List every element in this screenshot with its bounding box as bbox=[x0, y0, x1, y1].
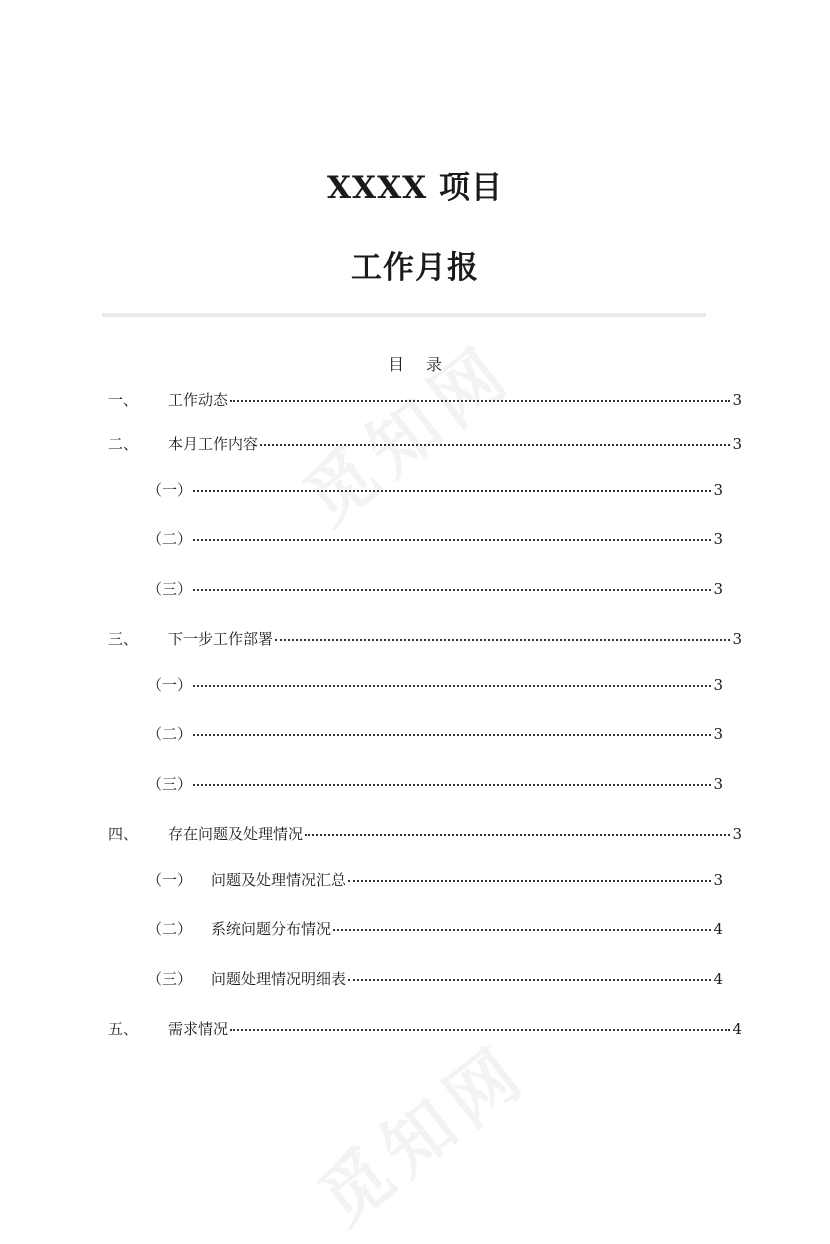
toc-leader bbox=[348, 979, 711, 981]
toc-entry[interactable] bbox=[108, 389, 742, 411]
toc-entry-page: 3 bbox=[732, 435, 742, 453]
document-subtitle: 工作月报 bbox=[351, 250, 479, 286]
toc-entry-title: 下一步工作部署 bbox=[168, 630, 274, 648]
toc-entry-page: 3 bbox=[713, 530, 723, 548]
divider bbox=[102, 313, 706, 317]
toc-entry-title: 问题处理情况明细表 bbox=[211, 970, 347, 988]
toc-entry-number: （二） bbox=[147, 920, 193, 938]
toc-leader bbox=[230, 1029, 730, 1031]
toc-entry-number: （二） bbox=[147, 725, 193, 743]
toc-leader bbox=[193, 589, 711, 591]
toc-leader bbox=[275, 639, 730, 641]
toc-entry-page: 3 bbox=[713, 481, 723, 499]
toc-leader bbox=[230, 400, 730, 402]
toc-subentry[interactable] bbox=[147, 918, 723, 940]
toc-leader bbox=[193, 490, 711, 492]
toc-entry[interactable] bbox=[108, 628, 742, 650]
toc-entry-number: （三） bbox=[147, 970, 193, 988]
toc-entry-title: 问题及处理情况汇总 bbox=[211, 871, 347, 889]
toc-subentry[interactable] bbox=[147, 869, 723, 891]
toc-entry-number: 四、 bbox=[108, 825, 139, 843]
toc-subentry[interactable] bbox=[147, 773, 723, 795]
toc-entry-page: 4 bbox=[713, 970, 723, 988]
toc-leader bbox=[260, 444, 730, 446]
watermark bbox=[279, 317, 530, 544]
toc-subentry[interactable] bbox=[147, 479, 723, 501]
toc-entry-page: 4 bbox=[732, 1020, 742, 1038]
toc-entry-page: 4 bbox=[713, 920, 723, 938]
document-title: XXXX 项目 bbox=[326, 170, 503, 206]
toc-entry-title: 需求情况 bbox=[168, 1020, 229, 1038]
toc-entry-title: 工作动态 bbox=[168, 391, 229, 409]
toc-entry-page: 3 bbox=[732, 391, 742, 409]
toc-entry-page: 3 bbox=[732, 825, 742, 843]
toc-entry-page: 3 bbox=[732, 630, 742, 648]
toc-entry-number: 三、 bbox=[108, 630, 139, 648]
toc-entry-number: （二） bbox=[147, 530, 193, 548]
toc-entry-number: （三） bbox=[147, 775, 193, 793]
toc-subentry[interactable] bbox=[147, 578, 723, 600]
toc-entry-number: （一） bbox=[147, 676, 193, 694]
toc-entry[interactable] bbox=[108, 433, 742, 455]
toc-entry-number: （一） bbox=[147, 871, 193, 889]
toc-entry-title: 存在问题及处理情况 bbox=[168, 825, 304, 843]
toc-entry-number: 五、 bbox=[108, 1020, 139, 1038]
watermark bbox=[294, 1017, 545, 1244]
toc-entry-number: 二、 bbox=[108, 435, 139, 453]
toc-entry-number: （一） bbox=[147, 481, 193, 499]
toc-entry-number: （三） bbox=[147, 580, 193, 598]
toc-entry-title: 本月工作内容 bbox=[168, 435, 259, 453]
toc-leader bbox=[305, 834, 730, 836]
toc-leader bbox=[193, 784, 711, 786]
toc-entry-page: 3 bbox=[713, 676, 723, 694]
toc-entry[interactable] bbox=[108, 1018, 742, 1040]
toc-entry-title: 系统问题分布情况 bbox=[211, 920, 332, 938]
toc-leader bbox=[193, 539, 711, 541]
toc-leader bbox=[348, 880, 711, 882]
toc-entry-number: 一、 bbox=[108, 391, 139, 409]
toc-leader bbox=[333, 929, 711, 931]
toc-subentry[interactable] bbox=[147, 674, 723, 696]
toc-entry-page: 3 bbox=[713, 775, 723, 793]
toc-subentry[interactable] bbox=[147, 968, 723, 990]
toc-heading: 目录 bbox=[387, 355, 464, 374]
toc-leader bbox=[193, 734, 711, 736]
toc-subentry[interactable] bbox=[147, 723, 723, 745]
toc-leader bbox=[193, 685, 711, 687]
toc-entry-page: 3 bbox=[713, 725, 723, 743]
toc-entry-page: 3 bbox=[713, 871, 723, 889]
toc-entry-page: 3 bbox=[713, 580, 723, 598]
toc-entry[interactable] bbox=[108, 823, 742, 845]
toc-subentry[interactable] bbox=[147, 528, 723, 550]
